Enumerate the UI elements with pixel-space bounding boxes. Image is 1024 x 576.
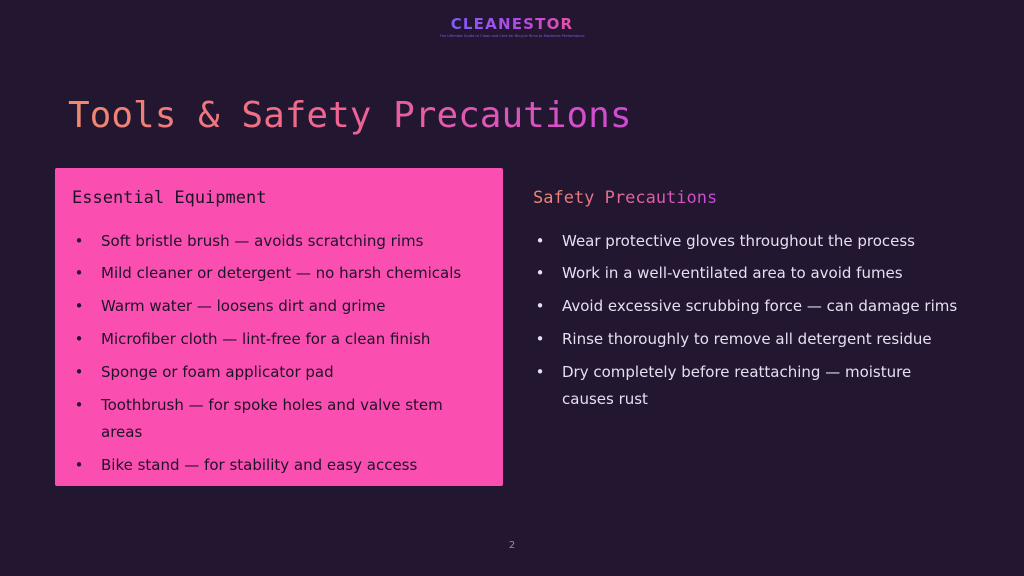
bullet-icon: •	[535, 363, 545, 381]
list-item	[74, 392, 494, 446]
bullet-icon: •	[74, 396, 84, 414]
list-item	[535, 359, 995, 413]
list-item-text: Warm water — loosens dirt and grime	[101, 297, 386, 315]
page-number: 2	[508, 540, 516, 551]
equipment-heading: Essential Equipment	[72, 188, 267, 208]
list-item-text: Wear protective gloves throughout the process	[562, 232, 915, 250]
list-item-text: Dry completely before reattaching — moisture causes rust	[562, 363, 912, 408]
bullet-icon: •	[535, 330, 545, 348]
brand-logo	[0, 14, 1024, 39]
list-item-text: Avoid excessive scrubbing force — can damage rims	[562, 297, 958, 315]
list-item-text: Rinse thoroughly to remove all detergent residue	[562, 330, 932, 348]
list-item-text: Bike stand — for stability and easy access	[101, 456, 418, 474]
list-item-text: Toothbrush — for spoke holes and valve stem areas	[101, 396, 443, 441]
bullet-icon: •	[535, 232, 545, 250]
list-item-text: Sponge or foam applicator pad	[101, 363, 334, 381]
bullet-icon: •	[74, 363, 84, 381]
list-item-text: Soft bristle brush — avoids scratching rims	[101, 232, 424, 250]
bullet-icon: •	[74, 232, 84, 250]
slide-title: Tools & Safety Precautions	[68, 92, 632, 140]
safety-heading: Safety Precautions	[533, 188, 718, 208]
list-item-text: Mild cleaner or detergent — no harsh chemicals	[101, 264, 462, 282]
list-item-text: Work in a well-ventilated area to avoid fumes	[562, 264, 903, 282]
logo-tagline: The Ultimate Guide to Clean and Care for Bicycle Rims to Maximize Performance	[439, 34, 585, 38]
bullet-icon: •	[74, 264, 84, 282]
list-item-text: Microfiber cloth — lint-free for a clean finish	[101, 330, 431, 348]
bullet-icon: •	[535, 264, 545, 282]
bullet-icon: •	[74, 456, 84, 474]
bullet-icon: •	[535, 297, 545, 315]
bullet-icon: •	[74, 297, 84, 315]
bullet-icon: •	[74, 330, 84, 348]
logo-wordmark: CLEANESTOR	[450, 15, 574, 33]
